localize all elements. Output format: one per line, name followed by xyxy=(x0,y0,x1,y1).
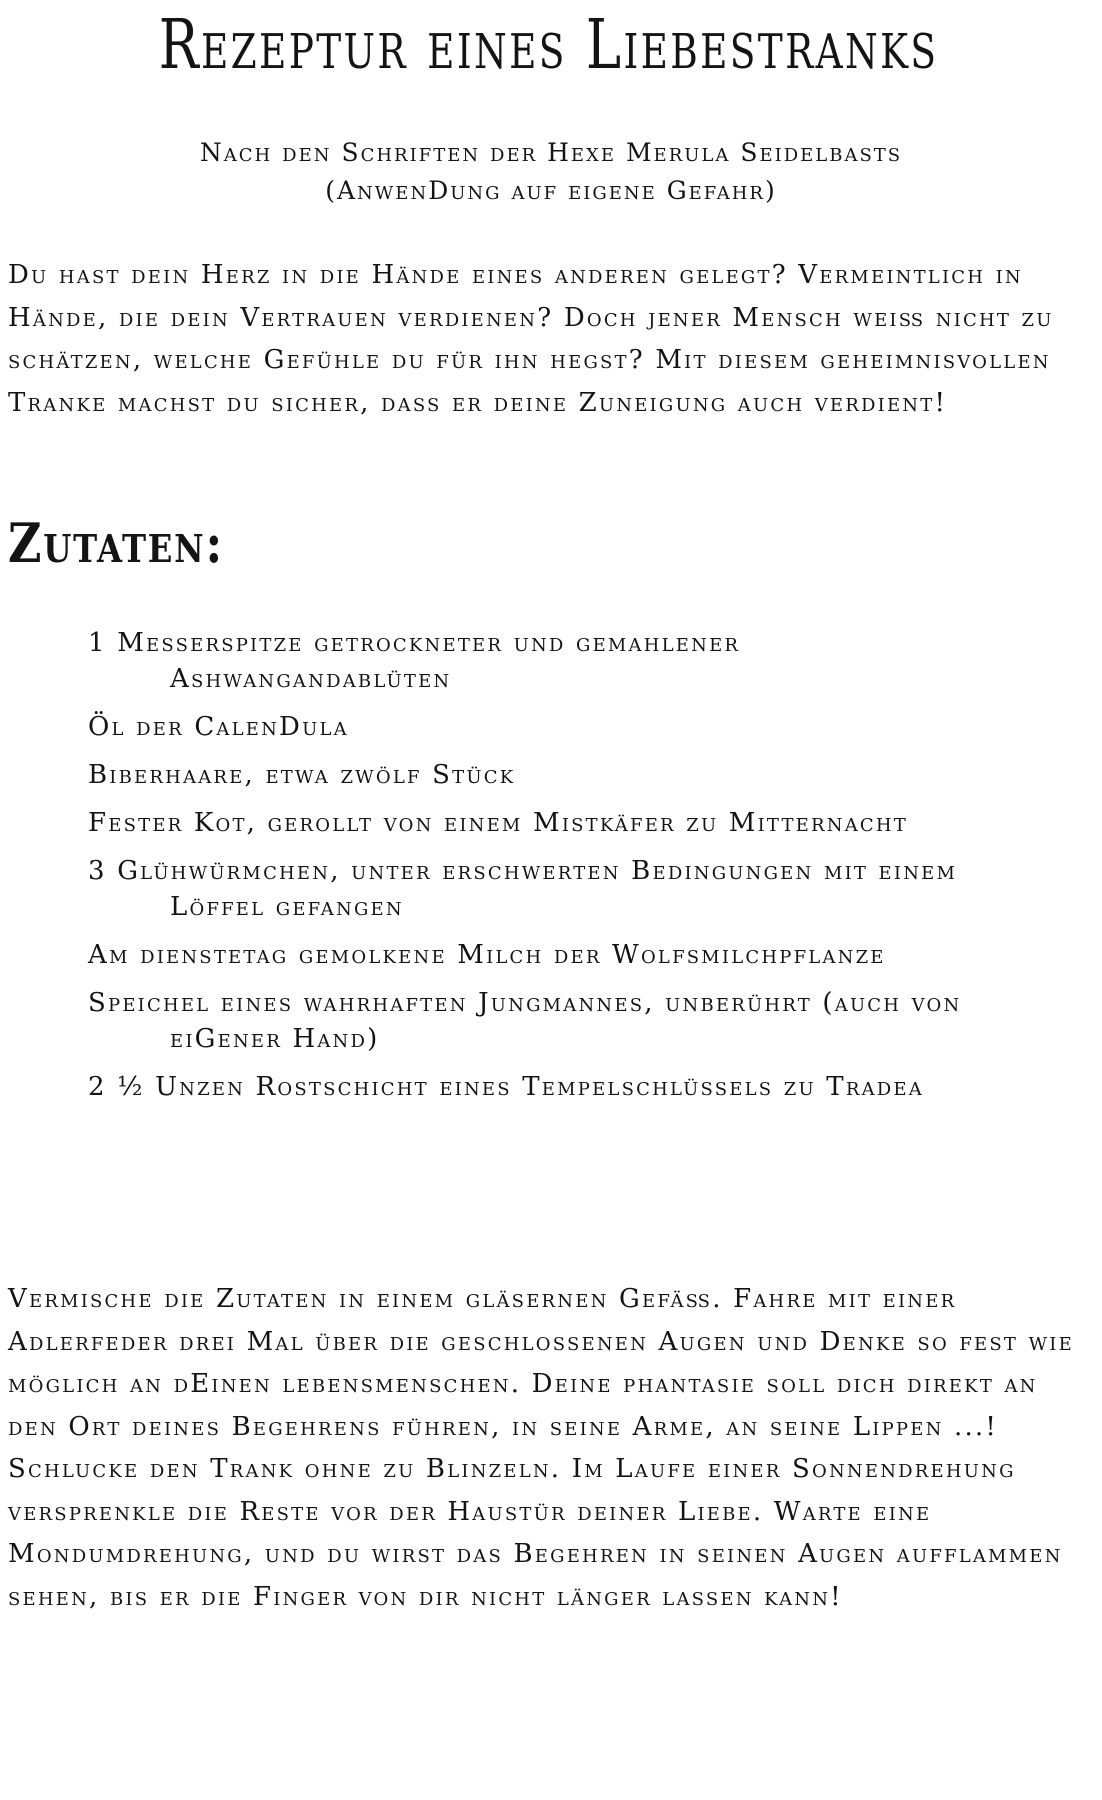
ingredients-list xyxy=(88,625,988,1117)
subtitle-warning-line: (AnwenDung auf eigene Gefahr) xyxy=(325,176,777,205)
ingredient-item: Speichel eines wahrhaften Jungmannes, unberührt (auch von eiGener Hand) xyxy=(88,988,962,1054)
intro-paragraph: Du hast dein Herz in die Hände eines anderen gelegt? Vermeintlich in Hände, die dein Vertrauen verdienen? Doch jener Mensch weiß nicht zu schätzen, welche Gefühle du für ihn hegst? Mit diesem geheimnisvollen Tranke machst du sicher, dass er deine Zuneigung auch verdient! xyxy=(8,260,1054,418)
ingredient-item: Biberhaare, etwa zwölf Stück xyxy=(88,760,516,790)
subtitle-source-line: Nach den Schriften der Hexe Merula Seidelbasts xyxy=(199,138,903,167)
ingredients-heading: Zutaten: xyxy=(8,511,224,575)
ingredient-item: 3 Glühwürmchen, unter erschwerten Bedingungen mit einem Löffel gefangen xyxy=(88,856,958,922)
page-title: Rezeptur eines Liebestranks xyxy=(158,6,939,85)
method-paragraph-1: Vermische die Zutaten in einem gläsernen Gefäß. Fahre mit einer Adlerfeder drei Mal über die geschlossenen Augen und Denke so fest wie möglich an dEinen lebensmenschen. Deine phantasie soll dich direkt an den Ort deines Begehrens führen, in seine Arme, an seine Lippen ...! xyxy=(8,1284,1074,1442)
ingredient-item: 1 Messerspitze getrockneter und gemahlener Ashwangandablüten xyxy=(88,628,741,694)
ingredient-item: Öl der CalenDula xyxy=(88,712,349,742)
ingredient-item: Fester Kot, gerollt von einem Mistkäfer zu Mitternacht xyxy=(88,808,908,838)
subtitle xyxy=(0,134,1102,210)
ingredient-item: Am dienstetag gemolkene Milch der Wolfsmilchpflanze xyxy=(88,940,886,970)
method-section xyxy=(8,1278,1094,1618)
method-paragraph-2: Schlucke den Trank ohne zu Blinzeln. Im Laufe einer Sonnendrehung versprenkle die Reste vor der Haustür deiner Liebe. Warte eine Mondumdrehung, und du wirst das Begehren in seinen Augen aufflammen sehen, bis er die Finger von dir nicht länger lassen kann! xyxy=(8,1454,1063,1612)
ingredient-item: 2 ½ Unzen Rostschicht eines Tempelschlüssels zu Tradea xyxy=(88,1072,924,1102)
